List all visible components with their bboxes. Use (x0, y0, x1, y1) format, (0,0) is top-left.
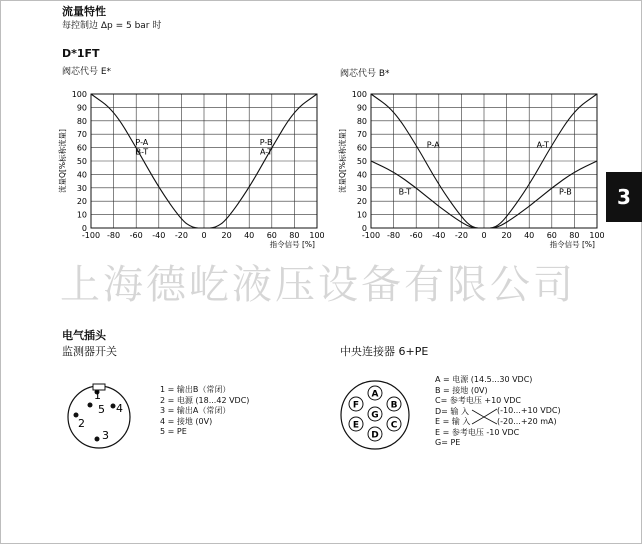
connector-left-title: 监测器开关 (62, 345, 117, 358)
y-tick-label: 100 (71, 90, 87, 99)
x-tick-label: 60 (266, 231, 277, 240)
legend-line: A = 电源 (14.5...30 VDC) (435, 375, 533, 384)
x-tick-label: 0 (481, 231, 487, 240)
y-tick-label: 80 (76, 116, 87, 126)
legend-line: 4 = 接地 (0V) (160, 416, 213, 426)
x-tick-label: 80 (289, 231, 300, 240)
legend-line: B = 接地 (0V) (435, 385, 488, 395)
section-subtitle: 每控制边 Δp = 5 bar 时 (62, 21, 162, 31)
y-tick-label: 40 (356, 170, 367, 180)
x-tick-label: 0 (201, 231, 207, 240)
y-tick-label: 50 (356, 157, 367, 166)
legend-line: 1 = 输出B（常闭） (160, 385, 231, 394)
curve-annotation: P-A (426, 140, 440, 150)
x-tick-label: -80 (387, 231, 401, 240)
monitor-connector-icon (64, 382, 134, 452)
y-tick-label: 60 (356, 143, 367, 153)
curve-annotation: B-T (135, 147, 149, 157)
pin-1: 1 (94, 389, 101, 402)
y-tick-label: 70 (76, 130, 87, 140)
pin-5: 5 (98, 403, 105, 416)
x-tick-label: -40 (152, 231, 166, 240)
x-tick-label: 100 (589, 231, 605, 240)
model-code: D*1FT (62, 47, 100, 60)
y-tick-label: 30 (76, 183, 87, 193)
y-tick-label: 70 (356, 130, 367, 140)
x-tick-label: -20 (174, 231, 188, 240)
series-line (371, 161, 484, 228)
connector-title: 电气插头 (62, 329, 106, 342)
x-tick-label: -100 (81, 231, 101, 240)
x-tick-label: 40 (524, 231, 535, 240)
curve-annotation: P-B (558, 187, 572, 197)
pin-e: E (352, 420, 360, 431)
x-tick-label: 60 (546, 231, 557, 240)
section-tab: 3 (606, 172, 642, 222)
y-tick-label: 50 (76, 157, 87, 166)
pin-3: 3 (102, 429, 109, 442)
y-tick-label: 10 (356, 210, 367, 220)
x-tick-label: -60 (409, 231, 423, 240)
pin-g: G (371, 410, 379, 421)
x-axis-label: 指令信号 [%] (269, 240, 315, 249)
central-connector-icon (338, 378, 412, 452)
connector-right-title: 中央连接器 6+PE (340, 345, 429, 358)
input-bracket-icon (470, 405, 500, 429)
pin-c: C (390, 420, 398, 431)
legend-line: G= PE (435, 438, 461, 447)
legend-line: D= 输 入 (435, 406, 469, 416)
y-axis-label: 流量Q[%标称流量] (58, 129, 67, 193)
curve-annotation: A-T (259, 147, 273, 157)
range-voltage: (-10...+10 VDC) (497, 406, 561, 415)
curve-annotation: P-A (135, 137, 149, 147)
legend-line: 3 = 输出A（常闭） (160, 406, 231, 415)
input-ranges (497, 406, 561, 427)
x-tick-label: 20 (221, 231, 232, 240)
legend-line: E = 输 入 (435, 417, 471, 426)
legend-line: 5 = PE (160, 427, 187, 436)
pin-f: F (352, 400, 360, 411)
y-tick-label: 30 (356, 183, 367, 193)
range-current: (-20...+20 mA) (497, 416, 557, 426)
chart-spool-b (335, 84, 605, 256)
y-tick-label: 0 (361, 224, 367, 233)
pin-4: 4 (116, 402, 123, 415)
chart-spool-e (55, 84, 335, 256)
x-tick-label: 20 (501, 231, 512, 240)
y-tick-label: 90 (356, 103, 367, 113)
y-tick-label: 90 (76, 103, 87, 113)
y-tick-label: 40 (76, 170, 87, 180)
pin-a: A (371, 389, 379, 400)
legend-line: C= 参考电压 +10 VDC (435, 396, 522, 405)
x-tick-label: 40 (244, 231, 255, 240)
monitor-legend (160, 385, 249, 438)
chart-right-title: 阀芯代号 B* (340, 69, 390, 79)
curve-annotation: B-T (398, 187, 412, 197)
y-tick-label: 60 (76, 143, 87, 153)
series-line (484, 161, 597, 228)
x-tick-label: 80 (569, 231, 580, 240)
pin-d: D (371, 430, 379, 441)
y-axis-label: 流量Q[%标称流量] (338, 129, 347, 193)
watermark-text: 上海德屹液压设备有限公司 (60, 262, 576, 308)
x-tick-label: -40 (432, 231, 446, 240)
y-tick-label: 20 (356, 197, 367, 207)
y-tick-label: 20 (76, 197, 87, 207)
curve-annotation: A-T (536, 140, 549, 150)
pin-2: 2 (78, 417, 85, 430)
y-tick-label: 100 (351, 90, 367, 99)
chart-left-title: 阀芯代号 E* (62, 67, 112, 77)
x-tick-label: -60 (129, 231, 143, 240)
legend-line: 2 = 电源 (18...42 VDC) (160, 395, 250, 405)
x-tick-label: -80 (107, 231, 121, 240)
x-tick-label: 100 (309, 231, 325, 240)
y-tick-label: 0 (81, 224, 87, 233)
x-tick-label: -20 (454, 231, 468, 240)
pin-b: B (390, 400, 398, 411)
x-tick-label: -100 (361, 231, 381, 240)
section-title: 流量特性 (62, 5, 106, 18)
y-tick-label: 80 (356, 116, 367, 126)
curve-annotation: P-B (259, 137, 273, 147)
x-axis-label: 指令信号 [%] (549, 240, 595, 249)
legend-line: E = 参考电压 -10 VDC (435, 427, 520, 437)
y-tick-label: 10 (76, 210, 87, 220)
